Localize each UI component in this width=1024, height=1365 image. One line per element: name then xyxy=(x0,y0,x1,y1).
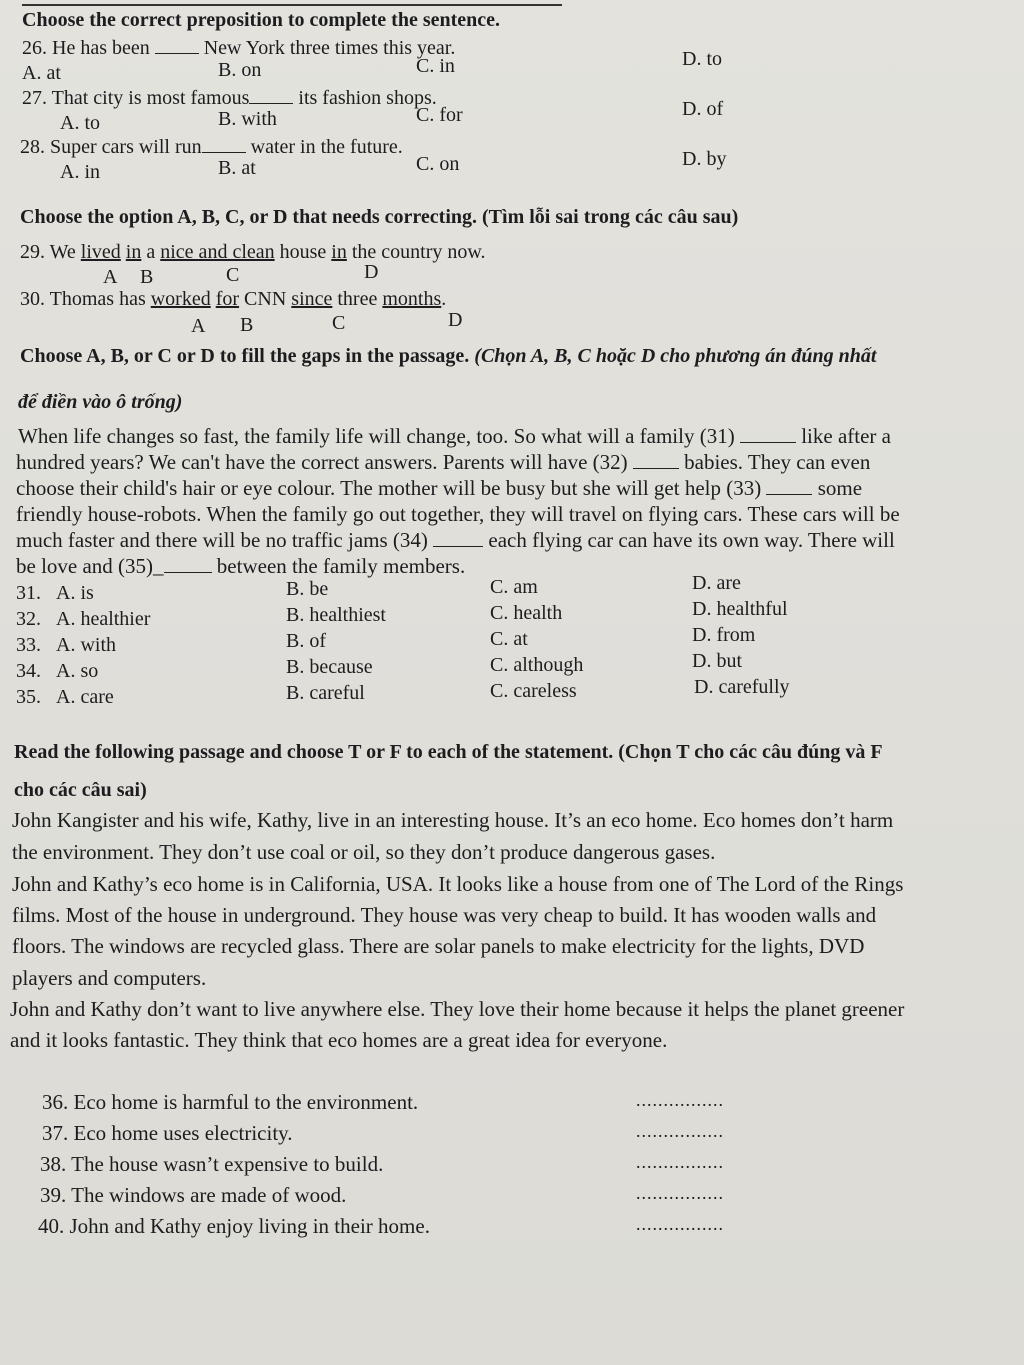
q27-text-a: 27. That city is most famous xyxy=(22,87,250,109)
statement-39: 39. The windows are made of wood. xyxy=(40,1183,347,1207)
q26-text-a: 26. He has been xyxy=(22,37,155,59)
reading-line-4: films. Most of the house in underground. They house was very cheap to build. It has wooden walls and xyxy=(12,903,877,927)
q32-option-a: A. healthier xyxy=(56,608,151,630)
q30-underline-b: for xyxy=(215,288,240,310)
section2-heading: Choose the option A, B, C, or D that needs correcting. (Tìm lỗi sai trong các câu sau) xyxy=(20,206,739,228)
q35-option-b: B. careful xyxy=(286,682,365,704)
q33-option-d: D. from xyxy=(692,624,756,646)
gap-32[interactable] xyxy=(633,452,679,469)
q29-text-4: house xyxy=(274,241,332,263)
statement-37: 37. Eco home uses electricity. xyxy=(42,1121,293,1145)
q29-letter-d: D xyxy=(364,261,379,283)
q31-option-a: A. is xyxy=(56,582,94,604)
passage-6-text-a: be love and (35)_ xyxy=(16,554,164,578)
q28-blank[interactable] xyxy=(202,136,246,153)
top-rule xyxy=(22,4,562,6)
passage-4-text-a: friendly house-robots. When the family go out together, they will travel on flying cars. These cars will be xyxy=(16,502,900,526)
section3-heading-italic: (Chọn A, B, C hoặc D cho phương án đúng nhất xyxy=(474,345,877,367)
q29-underline-b: in xyxy=(125,241,142,263)
q35-number: 35. xyxy=(16,686,41,708)
q30-text-1: 30. Thomas has xyxy=(20,288,151,310)
q30-underline-a: worked xyxy=(150,288,211,310)
section3-heading-bold: Choose A, B, or C or D to fill the gaps in the passage. xyxy=(20,345,475,367)
q29-underline-a: lived xyxy=(80,241,121,263)
q27-text-b: its fashion shops. xyxy=(293,87,437,109)
answer-line-37[interactable]: ................ xyxy=(636,1121,724,1141)
question-30 xyxy=(20,287,446,311)
reading-line-8: and it looks fantastic. They think that eco homes are a great idea for everyone. xyxy=(10,1028,668,1052)
reading-line-5: floors. The windows are recycled glass. There are solar panels to make electricity for the lights, DVD xyxy=(12,934,865,958)
passage-5-text-a: much faster and there will be no traffic jams (34) xyxy=(16,528,434,552)
passage-1-text-b: like after a xyxy=(795,424,891,448)
q28-option-a: A. in xyxy=(60,161,100,183)
q29-letter-a: A xyxy=(103,266,118,288)
section1-heading: Choose the correct preposition to complete the sentence. xyxy=(22,9,501,31)
reading-line-6: players and computers. xyxy=(12,966,207,990)
question-28 xyxy=(20,135,403,159)
reading-line-2: the environment. They don’t use coal or oil, so they don’t produce dangerous gases. xyxy=(12,840,716,864)
q28-option-b: B. at xyxy=(218,157,256,179)
q28-text-b: water in the future. xyxy=(245,136,403,158)
reading-line-7: John and Kathy don’t want to live anywhere else. They love their home because it helps the planet greener xyxy=(10,997,905,1021)
section3-heading xyxy=(20,344,876,368)
answer-line-39[interactable]: ................ xyxy=(636,1183,724,1203)
q32-option-c: C. health xyxy=(490,602,563,624)
q28-option-d: D. by xyxy=(682,148,727,170)
passage-line-3 xyxy=(16,476,862,501)
question-27 xyxy=(22,86,437,110)
q31-option-c: C. am xyxy=(490,576,538,598)
statement-38: 38. The house wasn’t expensive to build. xyxy=(40,1152,384,1176)
section4-heading-line1: Read the following passage and choose T or F to each of the statement. (Chọn T cho các câu đúng và F xyxy=(14,741,883,763)
q29-text-1: 29. We xyxy=(20,241,81,263)
passage-line-2 xyxy=(16,450,870,475)
q26-option-c: C. in xyxy=(416,55,455,77)
q31-number: 31. xyxy=(16,582,41,604)
passage-line-1 xyxy=(18,424,891,449)
q29-letter-b: B xyxy=(140,266,154,288)
q28-text-a: 28. Super cars will run xyxy=(20,136,202,158)
q34-number: 34. xyxy=(16,660,41,682)
gap-31[interactable] xyxy=(740,426,796,443)
q31-option-d: D. are xyxy=(692,572,741,594)
q26-text-b: New York three times this year. xyxy=(198,37,456,59)
q32-option-b: B. healthiest xyxy=(286,604,386,626)
answer-line-36[interactable]: ................ xyxy=(636,1090,724,1110)
q26-option-a: A. at xyxy=(22,62,61,84)
gap-33[interactable] xyxy=(766,478,812,495)
statement-40: 40. John and Kathy enjoy living in their home. xyxy=(38,1214,430,1238)
answer-line-40[interactable]: ................ xyxy=(636,1214,724,1234)
passage-3-text-b: some xyxy=(812,476,863,500)
q27-option-a: A. to xyxy=(60,112,100,134)
passage-line-4 xyxy=(16,502,900,527)
passage-6-text-b: between the family members. xyxy=(211,554,466,578)
reading-line-3: John and Kathy’s eco home is in California, USA. It looks like a house from one of The Lord of the Rings xyxy=(12,872,904,896)
q29-underline-d: in xyxy=(331,241,347,263)
q29-text-3: a xyxy=(141,241,161,263)
q28-option-c: C. on xyxy=(416,153,460,175)
passage-line-6 xyxy=(16,554,465,579)
q34-option-d: D. but xyxy=(692,650,742,672)
q29-underline-c: nice and clean xyxy=(160,241,275,263)
q30-letter-b: B xyxy=(240,314,254,336)
q29-text-5: the country now. xyxy=(346,241,486,263)
statement-36: 36. Eco home is harmful to the environment. xyxy=(42,1090,419,1114)
q30-letter-a: A xyxy=(191,315,206,337)
question-29 xyxy=(20,240,486,264)
q30-text-3: CNN xyxy=(239,288,292,310)
q27-blank[interactable] xyxy=(249,87,293,104)
passage-5-text-b: each flying car can have its own way. There will xyxy=(483,528,895,552)
q33-option-b: B. of xyxy=(286,630,326,652)
passage-3-text-a: choose their child's hair or eye colour. The mother will be busy but she will get help (33) xyxy=(16,476,767,500)
passage-1-text-a: When life changes so fast, the family life will change, too. So what will a family (31) xyxy=(18,424,740,448)
q26-option-b: B. on xyxy=(218,59,262,81)
q34-option-c: C. although xyxy=(490,654,584,676)
q29-letter-c: C xyxy=(226,264,240,286)
q27-option-d: D. of xyxy=(682,98,724,120)
q33-option-a: A. with xyxy=(56,634,116,656)
section4-heading-line2: cho các câu sai) xyxy=(14,779,147,801)
gap-35[interactable] xyxy=(164,556,212,573)
q30-text-5: . xyxy=(441,288,447,310)
passage-2-text-b: babies. They can even xyxy=(678,450,871,474)
section3-heading-line2: để điền vào ô trống) xyxy=(18,391,183,413)
q30-letter-d: D xyxy=(448,309,463,331)
q30-letter-c: C xyxy=(332,312,346,334)
question-26 xyxy=(22,36,455,60)
q30-underline-c: since xyxy=(291,288,333,310)
gap-34[interactable] xyxy=(433,530,483,547)
q35-option-a: A. care xyxy=(56,686,114,708)
q30-text-4: three xyxy=(332,288,383,310)
q34-option-b: B. because xyxy=(286,656,373,678)
q30-underline-d: months xyxy=(382,288,442,310)
q27-option-b: B. with xyxy=(218,108,277,130)
q34-option-a: A. so xyxy=(56,660,99,682)
q32-number: 32. xyxy=(16,608,41,630)
q26-blank[interactable] xyxy=(155,37,199,54)
q33-option-c: C. at xyxy=(490,628,528,650)
q35-option-d: D. carefully xyxy=(694,676,790,698)
q33-number: 33. xyxy=(16,634,41,656)
q31-option-b: B. be xyxy=(286,578,329,600)
reading-line-1: John Kangister and his wife, Kathy, live in an interesting house. It’s an eco home. Eco homes don’t harm xyxy=(12,808,894,832)
q27-option-c: C. for xyxy=(416,104,463,126)
passage-2-text-a: hundred years? We can't have the correct answers. Parents will have (32) xyxy=(16,450,633,474)
passage-line-5 xyxy=(16,528,895,553)
q26-option-d: D. to xyxy=(682,48,722,70)
q35-option-c: C. careless xyxy=(490,680,577,702)
answer-line-38[interactable]: ................ xyxy=(636,1152,724,1172)
q32-option-d: D. healthful xyxy=(692,598,788,620)
